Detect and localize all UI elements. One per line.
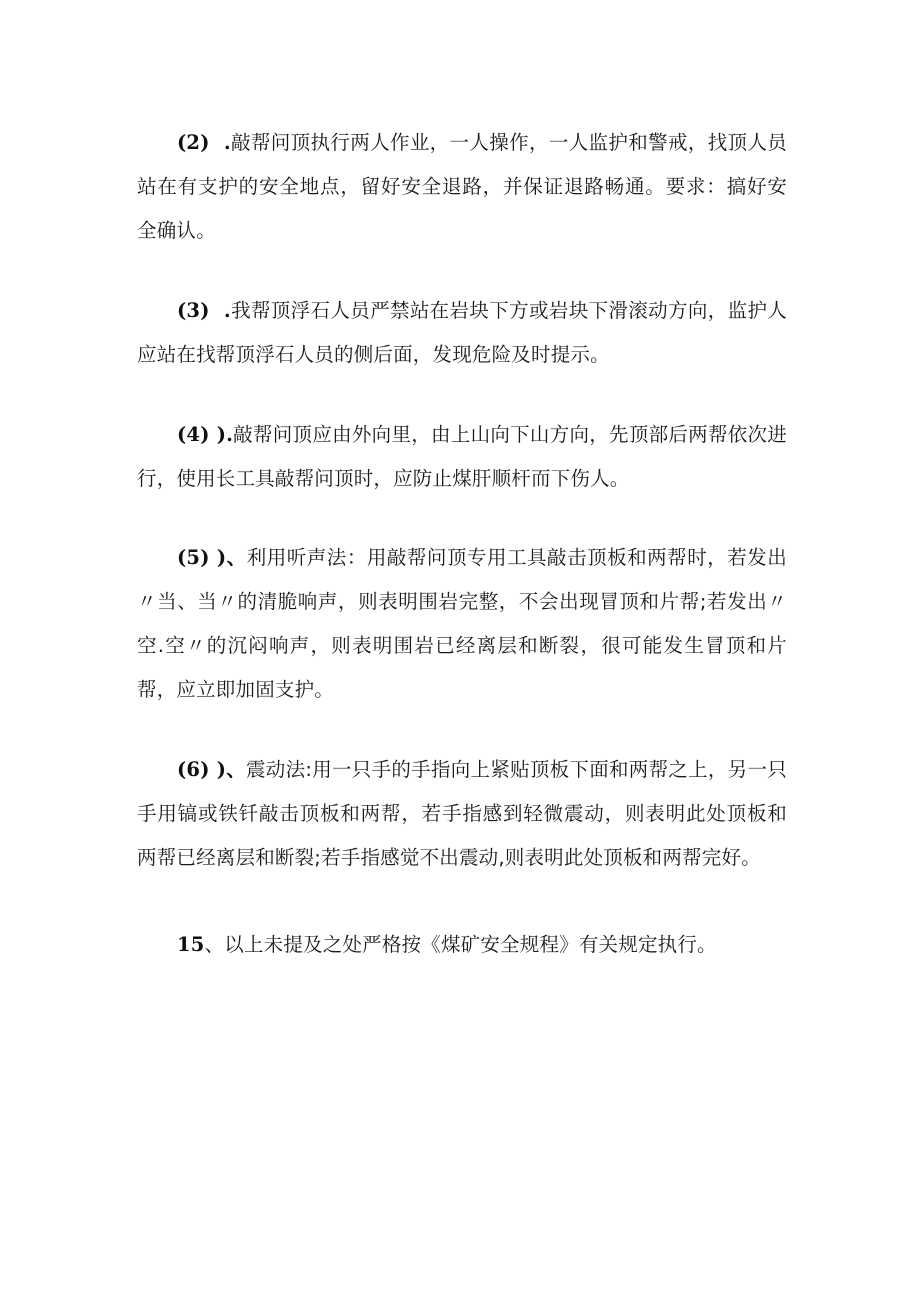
item-number-suffix: ). [209,423,234,446]
paragraph-text: 震动法:用一只手的手指向上紧贴顶板下面和两帮之上，另一只手用镐或铁钎敲击顶板和两帮，若手指感到轻微震动，则表明此处顶板和两帮已经离层和断裂;若手指感觉不出震动,则表明此处顶板和两帮完好。 [137,758,787,869]
paragraph-item-5 [137,536,787,712]
item-number: 15 [177,933,205,956]
paragraph-item-2 [137,121,787,253]
item-number: (4) [177,423,210,446]
item-number: (6) [177,758,210,781]
paragraph-text: 我帮顶浮石人员严禁站在岩块下方或岩块下滑滚动方向，监护人应站在找帮顶浮石人员的侧后面，发现危险及时提示。 [137,299,787,366]
paragraph-item-4 [137,413,787,501]
paragraph-text: 利用听声法：用敲帮问顶专用工具敲击顶板和两帮时，若发出〃当、当〃的清脆响声，则表明围岩完整，不会出现冒顶和片帮;若发出〃空.空〃的沉闷响声，则表明围岩已经离层和断裂，很可能发生冒顶和片帮，应立即加固支护。 [137,546,787,701]
item-number-suffix: )、 [209,546,247,569]
item-number-suffix: 、 [204,933,225,956]
item-number-suffix: )、 [209,758,246,781]
item-number: (3) [177,299,210,322]
item-number: (5) [177,546,210,569]
paragraph-text: 以上未提及之处严格按《煤矿安全规程》有关规定执行。 [224,933,717,956]
paragraph-text: 敲帮问顶应由外向里，由上山向下山方向，先顶部后两帮依次进行，使用长工具敲帮问顶时，应防止煤肝顺杆而下伤人。 [137,423,788,490]
paragraph-item-6 [137,748,787,880]
paragraph-item-15 [137,923,787,967]
paragraph-item-3 [137,289,787,377]
item-number-suffix: . [209,131,231,154]
item-number: (2) [177,131,210,154]
item-number-suffix: . [209,299,231,322]
paragraph-text: 敲帮问顶执行两人作业，一人操作，一人监护和警戒，找顶人员站在有支护的安全地点，留好安全退路，并保证退路畅通。要求：搞好安全确认。 [137,131,787,242]
